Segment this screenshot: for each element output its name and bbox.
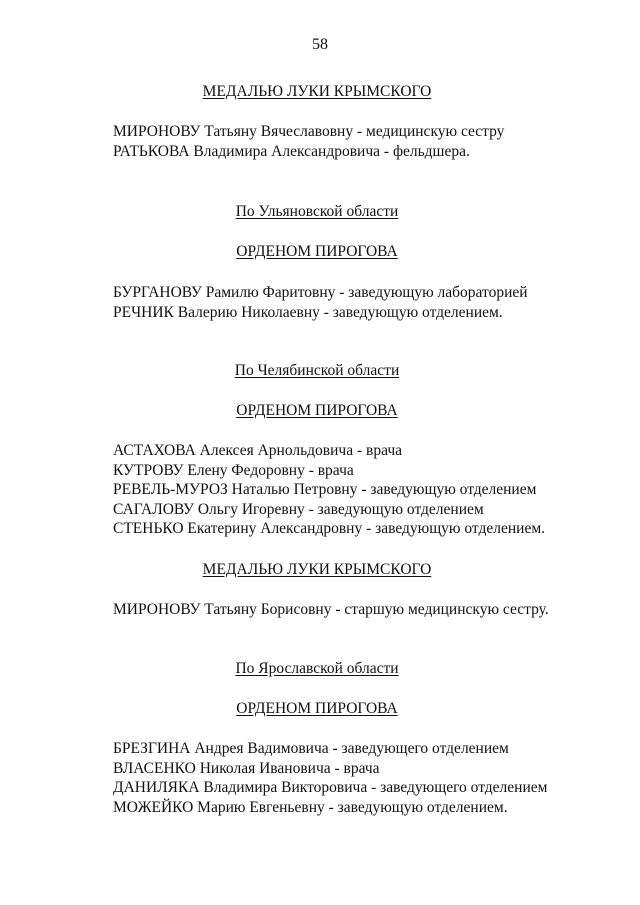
awardee-list xyxy=(113,122,613,161)
awardee-entry: БРЕЗГИНА Андрея Вадимовича - заведующего отделением xyxy=(113,740,509,757)
award-heading: МЕДАЛЬЮ ЛУКИ КРЫМСКОГО xyxy=(202,561,432,578)
awardee-entry: МИРОНОВУ Татьяну Борисовну - старшую медицинскую сестру. xyxy=(113,601,549,618)
awardee-entry: ДАНИЛЯКА Владимира Викторовича - заведующего отделением xyxy=(113,779,548,796)
award-heading: ОРДЕНОМ ПИРОГОВА xyxy=(236,700,398,717)
awardee-list xyxy=(113,739,613,817)
awardee-entry: РАТЬКОВА Владимира Александровича - фельдшера. xyxy=(113,142,470,160)
region-heading: По Ярославской области xyxy=(235,660,399,677)
awardee-entry: САГАЛОВУ Ольгу Игоревну - заведующую отделением xyxy=(113,500,484,518)
awardee-list xyxy=(113,600,613,620)
awardee-entry: КУТРОВУ Елену Федоровну - врача xyxy=(113,461,354,479)
awardee-entry: МОЖЕЙКО Марию Евгеньевну - заведующую отделением. xyxy=(113,798,508,816)
page-number: 58 xyxy=(312,36,328,53)
awardee-entry: АСТАХОВА Алексея Арнольдовича - врача xyxy=(113,442,403,459)
award-heading: МЕДАЛЬЮ ЛУКИ КРЫМСКОГО xyxy=(202,83,432,100)
awardee-entry: СТЕНЬКО Екатерину Александровну - заведующую отделением. xyxy=(113,520,546,537)
award-heading: ОРДЕНОМ ПИРОГОВА xyxy=(236,243,398,260)
awardee-list xyxy=(113,441,613,539)
awardee-entry: МИРОНОВУ Татьяну Вячеславовну - медицинскую сестру xyxy=(113,123,505,140)
region-heading: По Ульяновской области xyxy=(235,203,399,220)
award-heading: ОРДЕНОМ ПИРОГОВА xyxy=(236,402,398,419)
awardee-entry: РЕЧНИК Валерию Николаевну - заведующую отделением. xyxy=(113,303,503,321)
awardee-entry: РЕВЕЛЬ-МУРОЗ Наталью Петровну - заведующую отделением xyxy=(113,481,537,498)
awardee-entry: БУРГАНОВУ Рамилю Фаритовну - заведующую лабораторией xyxy=(113,284,528,301)
region-heading: По Челябинской области xyxy=(234,362,400,379)
awardee-entry: ВЛАСЕНКО Николая Ивановича - врача xyxy=(113,759,380,777)
awardee-list xyxy=(113,283,613,322)
